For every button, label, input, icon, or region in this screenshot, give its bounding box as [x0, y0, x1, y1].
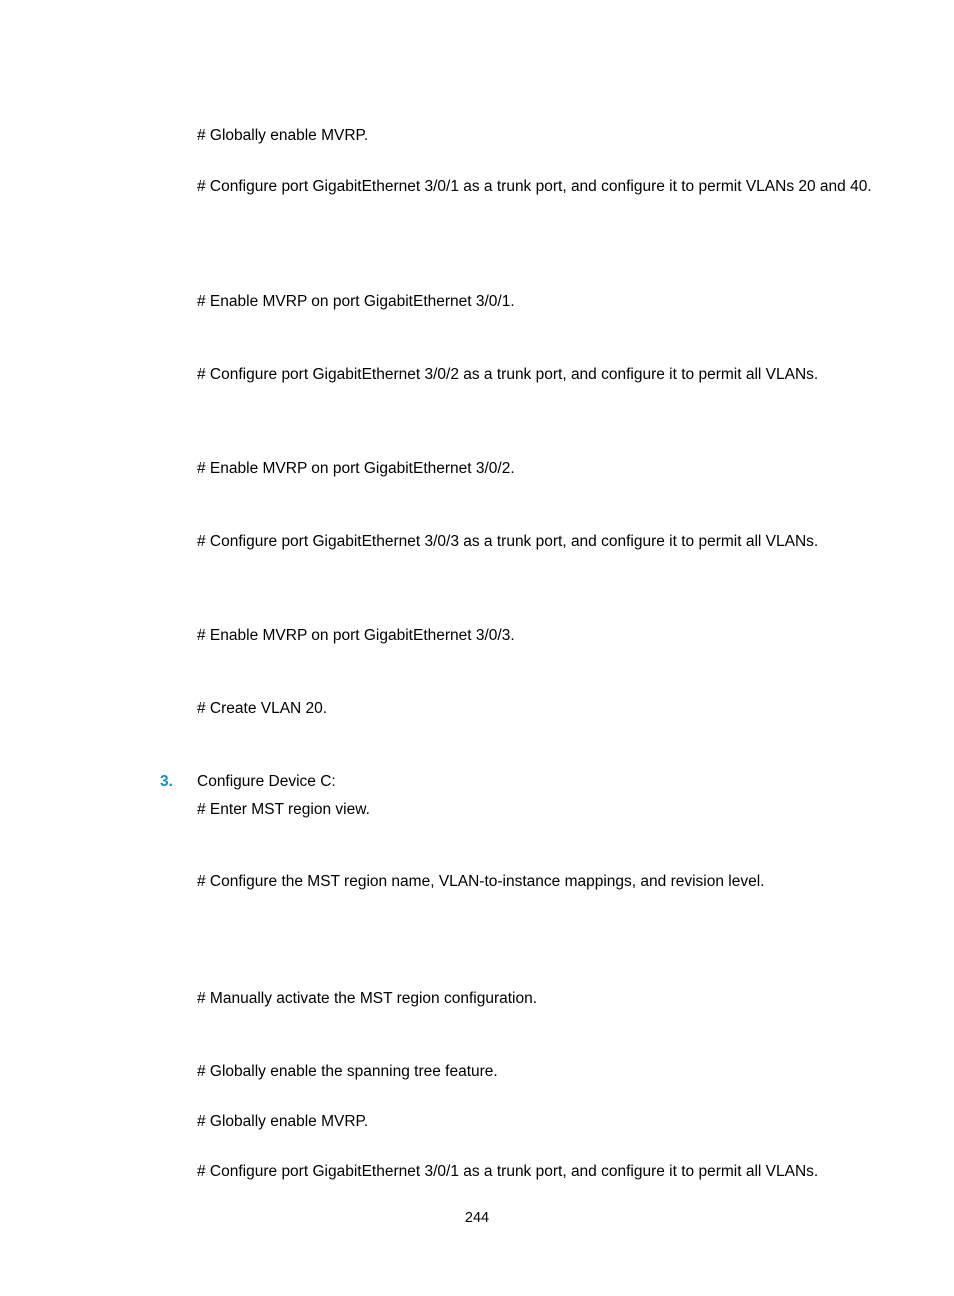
instruction-line: # Configure the MST region name, VLAN-to-instance mappings, and revision level.	[197, 873, 765, 890]
instruction-line: # Configure port GigabitEthernet 3/0/3 as a trunk port, and configure it to permit all VLANs.	[197, 533, 819, 550]
page-number: 244	[464, 1210, 490, 1226]
instruction-line: # Configure port GigabitEthernet 3/0/1 as a trunk port, and configure it to permit all VLANs.	[197, 1163, 819, 1180]
instruction-line: # Enable MVRP on port GigabitEthernet 3/0/2.	[197, 460, 515, 477]
step-number: 3.	[160, 773, 173, 790]
instruction-line: # Enable MVRP on port GigabitEthernet 3/0/3.	[197, 627, 515, 644]
instruction-line: # Enable MVRP on port GigabitEthernet 3/0/1.	[197, 293, 515, 310]
instruction-line: # Globally enable MVRP.	[197, 127, 369, 144]
instruction-line: # Globally enable MVRP.	[197, 1113, 369, 1130]
instruction-line: # Enter MST region view.	[197, 801, 370, 818]
instruction-line: # Manually activate the MST region configuration.	[197, 990, 538, 1007]
instruction-line: # Globally enable the spanning tree feature.	[197, 1063, 498, 1080]
step-title: Configure Device C:	[197, 773, 336, 790]
instruction-line: # Create VLAN 20.	[197, 700, 328, 717]
instruction-line: # Configure port GigabitEthernet 3/0/1 as a trunk port, and configure it to permit VLANs 20 and 40.	[197, 178, 872, 195]
instruction-line: # Configure port GigabitEthernet 3/0/2 as a trunk port, and configure it to permit all VLANs.	[197, 366, 819, 383]
